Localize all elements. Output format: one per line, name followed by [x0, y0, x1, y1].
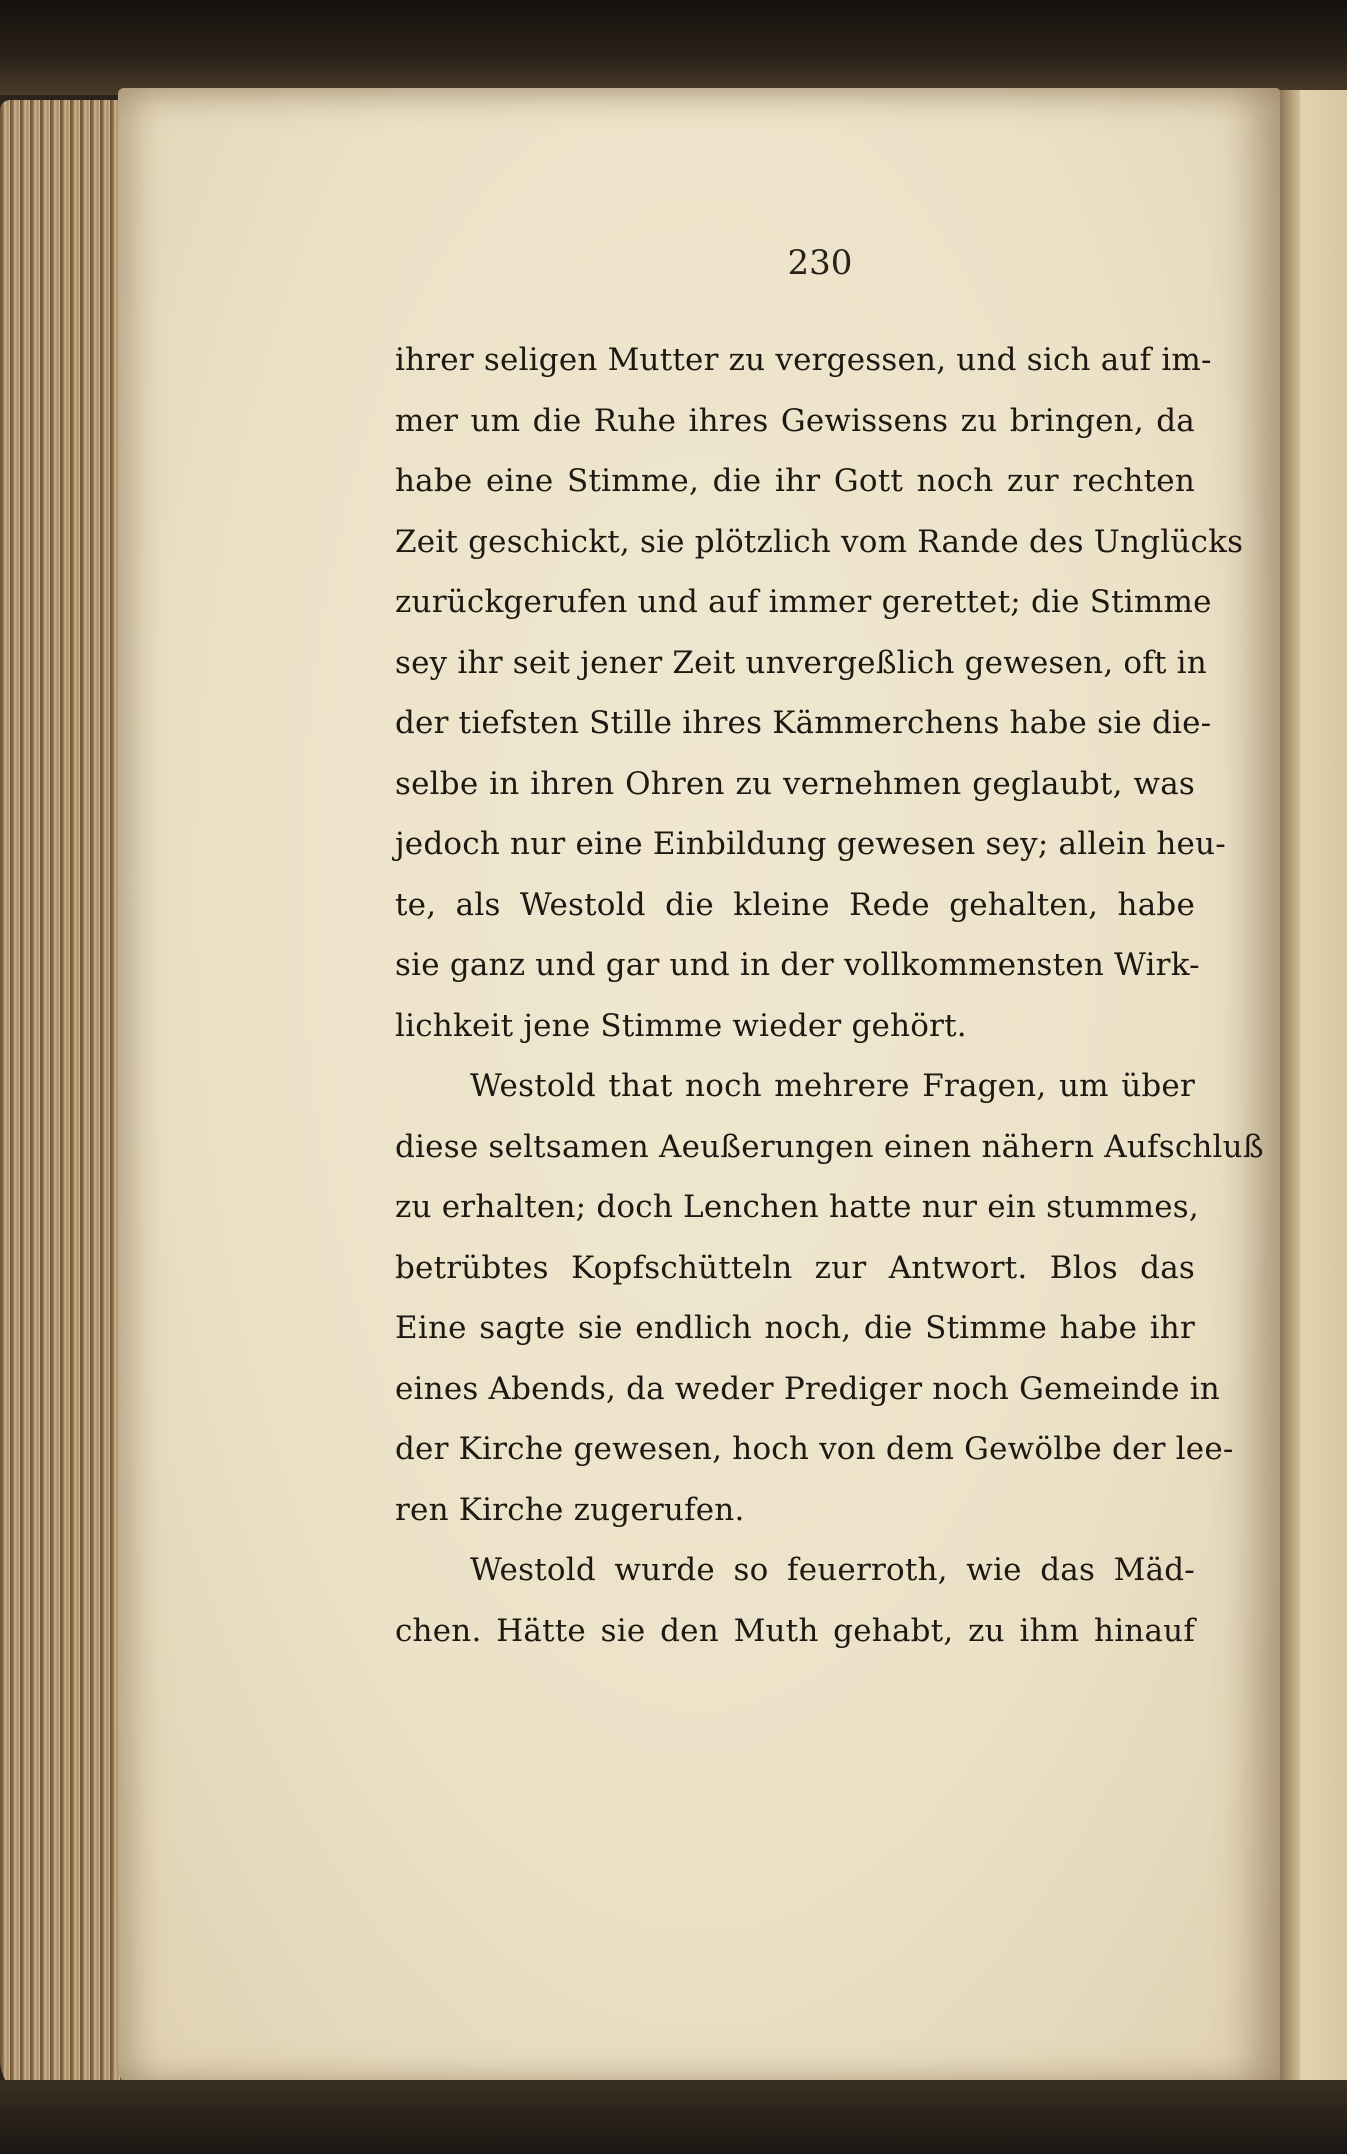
text-line: selbe in ihren Ohren zu vernehmen geglaubt, was	[395, 765, 1195, 802]
page-stack-edge	[0, 100, 130, 2100]
text-line: zu erhalten; doch Lenchen hatte nur ein stummes,	[395, 1189, 1199, 1225]
text-line: der Kirche gewesen, hoch von dem Gewölbe der lee-	[395, 1431, 1234, 1467]
page-number: 230	[787, 243, 853, 283]
facing-page-edge	[1300, 90, 1347, 2080]
text-line: betrübtes Kopfschütteln zur Antwort. Blos das	[395, 1249, 1195, 1286]
text-line: ihrer seligen Mutter zu vergessen, und sich auf im-	[395, 342, 1212, 378]
text-line: jedoch nur eine Einbildung gewesen sey; allein heu-	[395, 826, 1226, 862]
text-line: Westold that noch mehrere Fragen, um über	[470, 1068, 1195, 1104]
book-top-edge	[0, 0, 1347, 95]
text-lines	[395, 330, 1264, 1661]
text-line: ren Kirche zugerufen.	[395, 1491, 745, 1528]
text-line: mer um die Ruhe ihres Gewissens zu bringen, da	[395, 402, 1195, 439]
text-line: diese seltsamen Aeußerungen einen nähern Aufschluß	[395, 1128, 1264, 1165]
text-line: Westold wurde so feuerroth, wie das Mäd-	[470, 1552, 1195, 1588]
text-line: habe eine Stimme, die ihr Gott noch zur rechten	[395, 463, 1195, 499]
book-bottom-edge	[0, 2080, 1347, 2154]
text-line: zurückgerufen und auf immer gerettet; die Stimme	[395, 584, 1212, 620]
text-line: der tiefsten Stille ihres Kämmerchens habe sie die-	[395, 705, 1212, 741]
text-line: lichkeit jene Stimme wieder gehört.	[395, 1007, 967, 1044]
text-line: chen. Hätte sie den Muth gehabt, zu ihm hinauf	[395, 1612, 1195, 1649]
text-line: sie ganz und gar und in der vollkommensten Wirk-	[395, 947, 1200, 983]
text-line: Zeit geschickt, sie plötzlich vom Rande des Unglücks	[395, 523, 1244, 560]
text-line: eines Abends, da weder Prediger noch Gemeinde in	[395, 1370, 1220, 1407]
text-line: Eine sagte sie endlich noch, die Stimme habe ihr	[395, 1310, 1195, 1346]
text-line: sey ihr seit jener Zeit unvergeßlich gewesen, oft in	[395, 644, 1207, 681]
text-line: te, als Westold die kleine Rede gehalten, habe	[395, 886, 1195, 923]
